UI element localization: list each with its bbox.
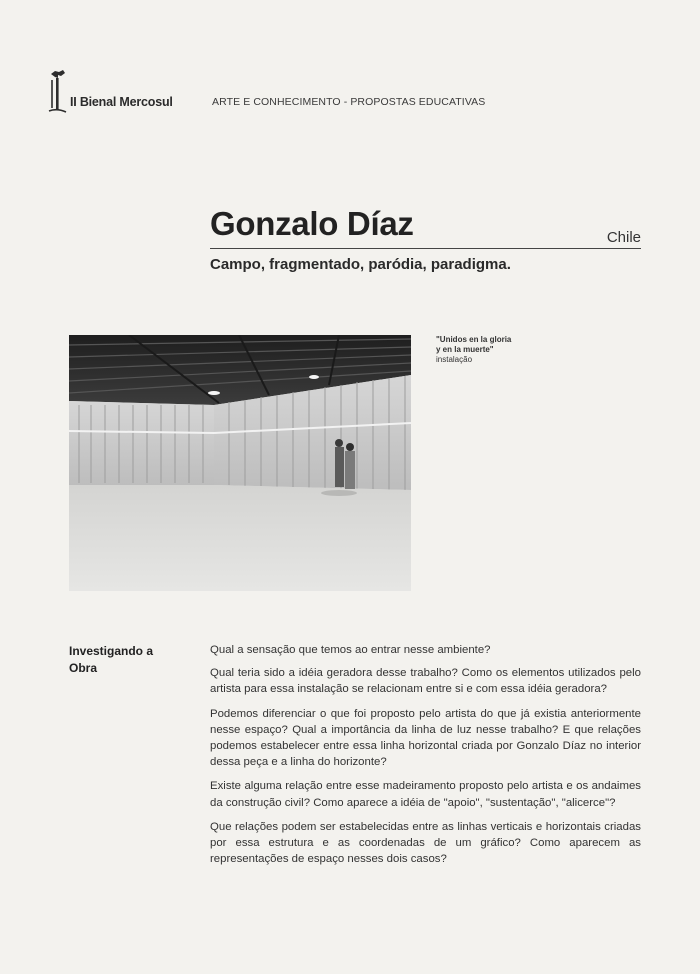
question-paragraph: Qual a sensação que temos ao entrar nesse ambiente? bbox=[210, 644, 491, 656]
artwork-caption bbox=[436, 335, 511, 365]
questions-list bbox=[210, 642, 641, 875]
bienal-logo-icon bbox=[46, 68, 68, 116]
section-heading-line2: Obra bbox=[69, 661, 98, 675]
artist-country: Chile bbox=[606, 229, 641, 246]
question-paragraph: Podemos diferenciar o que foi proposto pelo artista do que já existia anteriormente nesse espaço? Qual a importância da linha de luz nesse trabalho? E que relações podemos estabelecer entre essa linha horizontal criada por Gonzalo Díaz no interior dessa peça e a linha do horizonte? bbox=[210, 707, 641, 769]
caption-medium: instalação bbox=[436, 355, 473, 364]
header-subtitle: ARTE E CONHECIMENTO - PROPOSTAS EDUCATIVAS bbox=[212, 96, 486, 108]
artist-subtitle: Campo, fragmentado, paródia, paradigma. bbox=[210, 256, 511, 273]
question-paragraph: Que relações podem ser estabelecidas entre as linhas verticais e horizontais criadas por essa estrutura e as coordenadas de um gráfico? Como aparecem as representações de espaço nesses dois casos? bbox=[210, 820, 641, 866]
section-heading-line1: Investigando a bbox=[69, 644, 154, 658]
title-divider bbox=[210, 248, 641, 249]
artist-name: Gonzalo Díaz bbox=[210, 205, 414, 242]
brand-name: II Bienal Mercosul bbox=[70, 95, 173, 109]
caption-title-line2: y en la muerte" bbox=[436, 345, 494, 354]
question-paragraph: Qual teria sido a idéia geradora desse trabalho? Como os elementos utilizados pelo artista para essa instalação se relacionam entre si e com essa idéia geradora? bbox=[210, 667, 641, 696]
installation-photo bbox=[69, 335, 411, 591]
caption-title-line1: "Unidos en la gloria bbox=[436, 335, 512, 344]
section-heading bbox=[69, 643, 189, 677]
question-paragraph: Existe alguma relação entre esse madeiramento proposto pelo artista e os andaimes da construção civil? Como aparece a idéia de "apoio", "sustentação", "alicerce"? bbox=[210, 780, 641, 809]
